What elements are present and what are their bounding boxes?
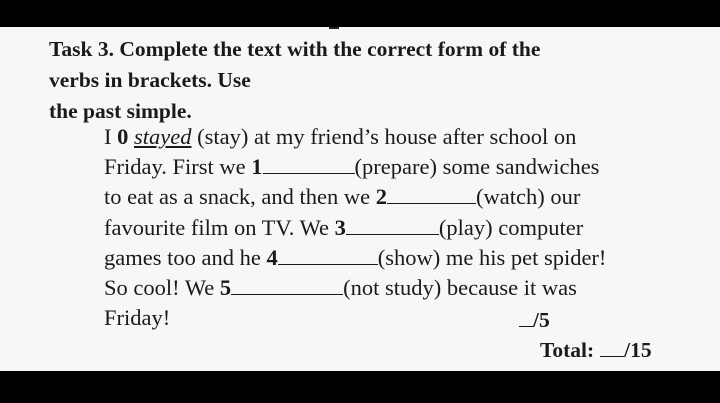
item-number-5: 5	[219, 274, 232, 300]
text-segment: favourite film on TV. We	[104, 214, 335, 240]
text-segment: (not study) because it was	[343, 274, 577, 300]
exercise-text	[104, 122, 684, 333]
item-number-0: 0	[117, 124, 129, 149]
text-line-7: Friday!	[104, 305, 171, 331]
text-line-1-rest: (stay) at my friend’s house after school on	[191, 124, 577, 149]
answer-blank-2[interactable]	[387, 185, 476, 204]
total-label: Total:	[540, 338, 595, 362]
text-segment: games too and he	[104, 244, 267, 270]
task-title-line-2: verbs in brackets. Use	[49, 68, 251, 92]
text-segment: Friday. First we	[104, 154, 252, 180]
text-line-6	[104, 273, 684, 303]
text-line-4	[104, 213, 684, 243]
text-segment: (watch) our	[476, 184, 581, 210]
item-number-1: 1	[251, 154, 263, 180]
top-mark	[329, 27, 339, 29]
item-number-3: 3	[334, 214, 346, 240]
text-segment: (play) computer	[438, 214, 584, 240]
item-number-2: 2	[375, 184, 388, 210]
section-score-blank[interactable]	[519, 308, 533, 327]
text-line-1	[104, 122, 684, 152]
section-score-max: /5	[533, 308, 550, 332]
task-title	[49, 34, 669, 127]
pronoun: I	[104, 124, 112, 149]
item-number-4: 4	[266, 244, 278, 270]
task-title-line-3: the past simple.	[49, 99, 192, 123]
text-segment: to eat as a snack, and then we	[104, 184, 376, 210]
text-line-5	[104, 243, 684, 273]
text-line-2	[104, 152, 684, 182]
section-score	[519, 308, 550, 333]
text-line-3	[104, 182, 684, 212]
answer-blank-1[interactable]	[263, 155, 355, 174]
text-segment: (show) me his pet spider!	[377, 244, 607, 270]
answer-blank-3[interactable]	[346, 216, 439, 235]
total-score-blank[interactable]	[600, 338, 624, 357]
total-score	[540, 338, 652, 363]
example-answer: stayed	[134, 124, 192, 149]
answer-blank-4[interactable]	[278, 246, 378, 265]
task-title-line-1: Task 3. Complete the text with the correct form of the	[49, 37, 541, 61]
total-max: /15	[624, 338, 652, 362]
text-segment: (prepare) some sandwiches	[354, 154, 600, 180]
worksheet-page	[0, 27, 720, 371]
answer-blank-5[interactable]	[231, 276, 343, 295]
text-segment: So cool! We	[104, 274, 220, 300]
